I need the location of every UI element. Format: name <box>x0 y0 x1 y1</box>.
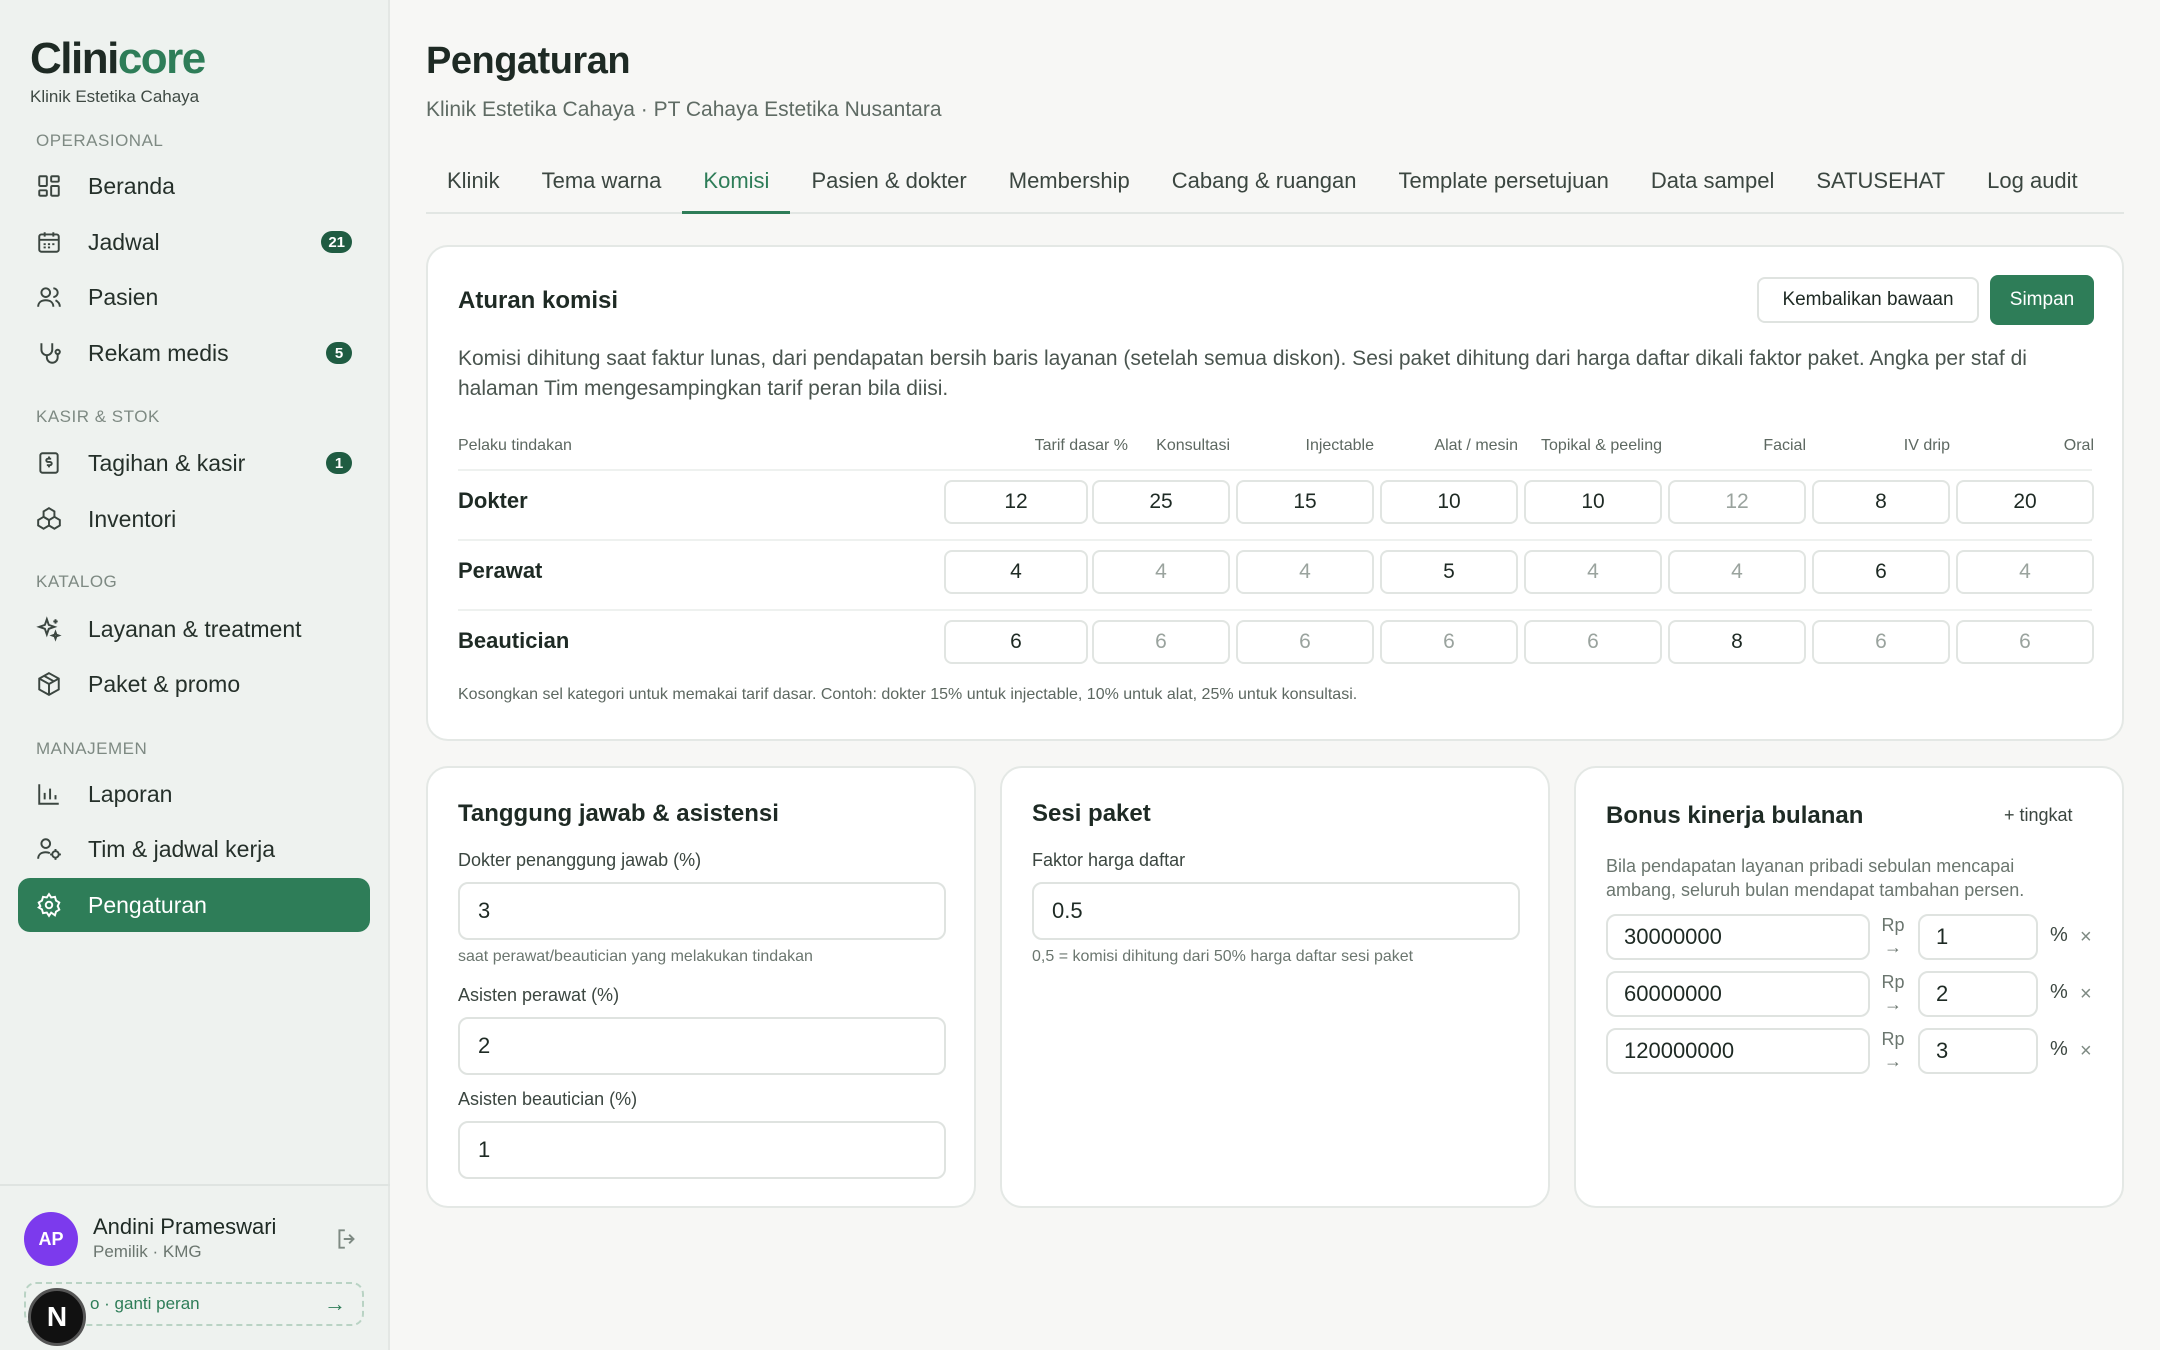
nurse-assistant-percent-input[interactable]: 2 <box>458 1017 946 1075</box>
rate-input[interactable]: 6 <box>1524 620 1662 664</box>
currency-label: Rp <box>1881 1029 1905 1049</box>
user-role: Pemilik · KMG <box>93 1242 202 1261</box>
role-switch-label: o · ganti peran <box>90 1294 200 1313</box>
column-header: IV drip <box>1903 437 1950 454</box>
field-label: Asisten beautician (%) <box>458 1089 638 1109</box>
commission-footnote: Kosongkan sel kategori untuk memakai tarif dasar. Contoh: dokter 15% untuk injectable, 10% untuk alat, 25% untuk konsultasi. <box>458 686 1358 703</box>
tier-threshold-input[interactable]: 120000000 <box>1606 1028 1870 1074</box>
rate-input[interactable]: 20 <box>1956 480 2094 524</box>
section-label-katalog: KATALOG <box>36 572 118 591</box>
tab-membership[interactable]: Membership <box>1008 168 1130 193</box>
sidebar-item-label: Layanan & treatment <box>88 615 302 642</box>
sidebar-item-tagihan-kasir[interactable] <box>18 436 370 490</box>
currency-label: Rp <box>1881 915 1905 935</box>
count-badge: 5 <box>326 342 352 364</box>
sidebar-item-label: Beranda <box>88 172 175 199</box>
rate-input[interactable]: 6 <box>1092 620 1230 664</box>
sidebar-item-pasien[interactable] <box>18 270 370 324</box>
rate-input[interactable]: 10 <box>1380 480 1518 524</box>
page-subtitle: Klinik Estetika Cahaya · PT Cahaya Estetika Nusantara <box>426 98 942 121</box>
sidebar-item-label: Tim & jadwal kerja <box>88 835 276 862</box>
field-label: Asisten perawat (%) <box>458 985 620 1005</box>
calendar-icon <box>36 229 62 255</box>
doctor-responsible-percent-input[interactable]: 3 <box>458 882 946 940</box>
section-label-operasional: OPERASIONAL <box>36 131 164 150</box>
column-header: Oral <box>2063 437 2094 454</box>
boxes-icon <box>36 506 62 532</box>
package-icon <box>36 671 62 697</box>
user-name: Andini Prameswari <box>93 1214 277 1239</box>
rate-input[interactable]: 5 <box>1380 550 1518 594</box>
beautician-assistant-percent-input[interactable]: 1 <box>458 1121 946 1179</box>
field-label: Faktor harga daftar <box>1032 850 1186 870</box>
logout-icon[interactable] <box>334 1226 360 1252</box>
receipt-icon <box>36 450 62 476</box>
rate-input[interactable]: 4 <box>1236 550 1374 594</box>
rate-input[interactable]: 6 <box>1236 620 1374 664</box>
column-header: Topikal & peeling <box>1541 437 1662 454</box>
card-title: Sesi paket <box>1032 800 1151 827</box>
sidebar-item-label: Rekam medis <box>88 339 229 366</box>
sidebar-item-label: Tagihan & kasir <box>88 449 246 476</box>
settings-tabs <box>426 152 2124 214</box>
section-label-manajemen: MANAJEMEN <box>36 739 148 758</box>
sidebar-item-label: Inventori <box>88 505 177 532</box>
rate-input[interactable]: 15 <box>1236 480 1374 524</box>
column-header: Konsultasi <box>1156 437 1230 454</box>
row-divider <box>458 469 2092 471</box>
bonus-description: Bila pendapatan layanan pribadi sebulan mencapai ambang, seluruh bulan mendapat tambahan persen. <box>1606 856 2025 900</box>
rate-input[interactable]: 4 <box>1092 550 1230 594</box>
page-title: Pengaturan <box>426 40 631 82</box>
rate-input[interactable]: 8 <box>1668 620 1806 664</box>
remove-tier-icon[interactable]: × <box>2080 1040 2092 1062</box>
arrow-right-icon: → <box>1884 937 1902 957</box>
rate-input[interactable]: 12 <box>1668 480 1806 524</box>
tab-tema-warna[interactable]: Tema warna <box>541 168 662 193</box>
responsibility-card <box>426 766 976 1208</box>
commission-description: Komisi dihitung saat faktur lunas, dari pendapatan bersih baris layanan (setelah semua diskon). Sesi paket dihitung dari harga daftar dikali faktor paket. Angka per staf di halaman Tim mengesampingkan tarif peran bila diisi. <box>458 347 2027 400</box>
row-label: Dokter <box>458 488 528 513</box>
sidebar-item-label: Laporan <box>88 780 173 807</box>
user-cog-icon <box>36 836 62 862</box>
tier-threshold-input[interactable]: 60000000 <box>1606 971 1870 1017</box>
tier-percent-input[interactable]: 1 <box>1918 914 2038 960</box>
tab-data-sampel[interactable]: Data sampel <box>1650 168 1775 193</box>
tier-threshold-input[interactable]: 30000000 <box>1606 914 1870 960</box>
currency-label: Rp <box>1881 972 1905 992</box>
sidebar-item-tim-jadwal-kerja[interactable] <box>18 822 370 876</box>
arrow-right-icon: → <box>1884 1051 1902 1071</box>
user-profile <box>0 1184 390 1350</box>
rate-input[interactable]: 6 <box>1956 620 2094 664</box>
rate-input[interactable]: 6 <box>944 620 1088 664</box>
sidebar-item-rekam-medis[interactable] <box>18 326 370 380</box>
sidebar-item-pengaturan[interactable] <box>18 878 370 932</box>
percent-sign: % <box>2050 1038 2068 1060</box>
rate-input[interactable]: 8 <box>1812 480 1950 524</box>
tier-percent-input[interactable]: 2 <box>1918 971 2038 1017</box>
sidebar-item-laporan[interactable] <box>18 767 370 821</box>
rate-input[interactable]: 6 <box>1812 620 1950 664</box>
rate-input[interactable]: 6 <box>1812 550 1950 594</box>
field-hint: 0,5 = komisi dihitung dari 50% harga daftar sesi paket <box>1032 948 1414 965</box>
rate-input[interactable]: 4 <box>1524 550 1662 594</box>
row-divider <box>458 539 2092 541</box>
rate-input[interactable]: 4 <box>1668 550 1806 594</box>
card-title: Bonus kinerja bulanan <box>1606 802 1864 829</box>
column-header: Alat / mesin <box>1434 437 1518 454</box>
monthly-bonus-card <box>1574 766 2124 1208</box>
rate-input[interactable]: 10 <box>1524 480 1662 524</box>
rate-input[interactable]: 25 <box>1092 480 1230 524</box>
bar-chart-icon <box>36 781 62 807</box>
row-label: Beautician <box>458 628 570 653</box>
section-label-kasir-stok: KASIR & STOK <box>36 407 160 426</box>
gear-icon <box>36 892 62 918</box>
sidebar-item-label: Pengaturan <box>88 891 207 918</box>
column-header: Tarif dasar % <box>1034 437 1128 454</box>
count-badge: 21 <box>321 231 352 253</box>
rate-input[interactable]: 4 <box>1956 550 2094 594</box>
row-divider <box>458 609 2092 611</box>
percent-sign: % <box>2050 924 2068 946</box>
sidebar <box>0 0 390 1350</box>
remove-tier-icon[interactable]: × <box>2080 926 2092 948</box>
reset-defaults-button[interactable]: Kembalikan bawaan <box>1757 277 1979 323</box>
tab-log-audit[interactable]: Log audit <box>1987 168 2078 193</box>
remove-tier-icon[interactable]: × <box>2080 983 2092 1005</box>
sidebar-item-paket-promo[interactable] <box>18 657 370 711</box>
grid-icon <box>36 173 62 199</box>
tab-satusehat[interactable]: SATUSEHAT <box>1816 168 1946 193</box>
row-label: Perawat <box>458 558 543 583</box>
brand-name-part2: core <box>117 34 205 83</box>
sidebar-item-beranda[interactable] <box>18 159 370 213</box>
tab-template-persetujuan[interactable]: Template persetujuan <box>1398 168 1609 193</box>
rate-input[interactable]: 4 <box>944 550 1088 594</box>
currency-arrow-label <box>1878 914 1908 958</box>
column-header: Injectable <box>1305 437 1374 454</box>
card-title: Tanggung jawab & asistensi <box>458 800 779 827</box>
users-icon <box>36 284 62 310</box>
n-overlay-badge[interactable]: N <box>28 1288 86 1346</box>
tab-cabang-ruangan[interactable]: Cabang & ruangan <box>1171 168 1357 193</box>
currency-arrow-label <box>1878 1028 1908 1072</box>
list-price-factor-input[interactable]: 0.5 <box>1032 882 1520 940</box>
save-button[interactable]: Simpan <box>1990 275 2094 325</box>
add-tier-button[interactable]: + tingkat <box>2004 805 2073 825</box>
percent-sign: % <box>2050 981 2068 1003</box>
currency-arrow-label <box>1878 971 1908 1015</box>
sidebar-item-jadwal[interactable] <box>18 215 370 269</box>
sidebar-item-layanan-treatment[interactable] <box>18 602 370 656</box>
arrow-right-icon: → <box>324 1291 346 1316</box>
tier-percent-input[interactable]: 3 <box>1918 1028 2038 1074</box>
avatar[interactable]: AP <box>24 1212 78 1266</box>
column-header: Facial <box>1763 437 1806 454</box>
rate-input[interactable]: 6 <box>1380 620 1518 664</box>
tab-pasien-dokter[interactable]: Pasien & dokter <box>811 168 967 193</box>
column-header: Pelaku tindakan <box>458 437 572 454</box>
sparkle-icon <box>36 616 62 642</box>
stethoscope-icon <box>36 340 62 366</box>
sidebar-item-inventori[interactable] <box>18 492 370 546</box>
brand-logo[interactable] <box>30 34 205 84</box>
package-session-card <box>1000 766 1550 1208</box>
field-hint: saat perawat/beautician yang melakukan tindakan <box>458 948 813 965</box>
count-badge: 1 <box>326 452 352 474</box>
clinic-name: Klinik Estetika Cahaya <box>30 87 200 106</box>
arrow-right-icon: → <box>1884 994 1902 1014</box>
field-label: Dokter penanggung jawab (%) <box>458 850 702 870</box>
sidebar-item-label: Jadwal <box>88 228 160 255</box>
sidebar-item-label: Pasien <box>88 283 159 310</box>
tab-komisi[interactable]: Komisi <box>682 152 790 214</box>
card-title: Aturan komisi <box>458 287 619 314</box>
sidebar-item-label: Paket & promo <box>88 670 241 697</box>
commission-rules-card <box>426 245 2124 741</box>
rate-input[interactable]: 12 <box>944 480 1088 524</box>
brand-name-part1: Clini <box>30 34 118 83</box>
tab-klinik[interactable]: Klinik <box>447 168 500 193</box>
